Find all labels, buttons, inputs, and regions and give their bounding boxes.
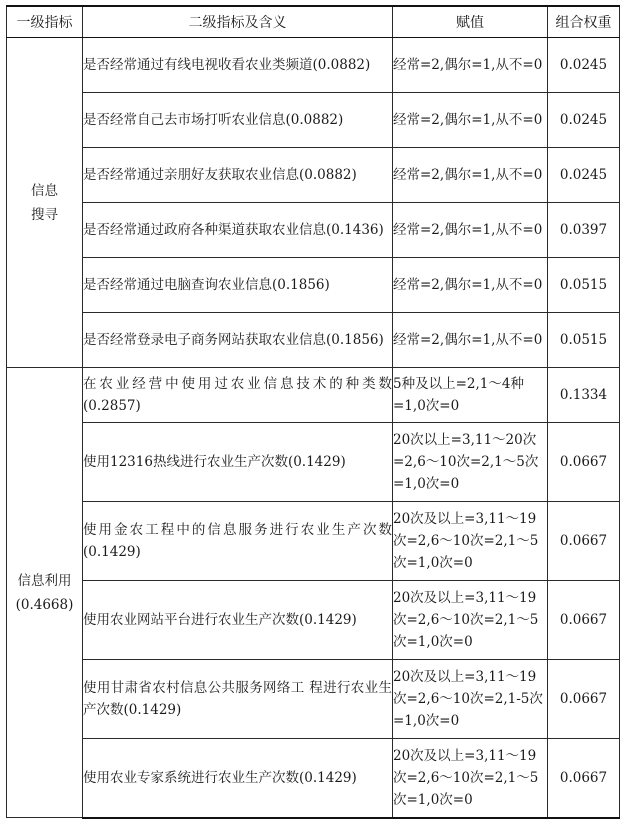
table-row [7,739,620,818]
indicator-cell: 是否经常通过政府各种渠道获取农业信息(0.1436) [83,203,393,258]
weight-cell: 0.0245 [548,93,620,148]
table-row [7,502,620,581]
weight-cell: 0.0515 [548,258,620,313]
table-header-row [7,6,620,38]
weight-cell: 0.0667 [548,739,620,818]
assignment-cell: 20次及以上=3,11～19次=2,6～10次=2,1～5次=1,0次=0 [393,739,548,818]
assignment-cell: 5种及以上=2,1～4种=1,0次=0 [393,368,548,423]
assignment-cell: 20次及以上=3,11～19次=2,6～10次=2,1～5次=1,0次=0 [393,502,548,581]
header-weight: 组合权重 [548,6,620,38]
weight-cell: 0.0667 [548,581,620,660]
level1-info-search [7,38,83,368]
weight-cell: 0.0397 [548,203,620,258]
level1-label-line1: 信息利用 [17,572,72,589]
table-row [7,368,620,423]
table-row [7,423,620,502]
assignment-cell: 经常=2,偶尔=1,从不=0 [393,148,548,203]
table-row [7,148,620,203]
weight-cell: 0.0515 [548,313,620,368]
table-row [7,660,620,739]
indicator-cell: 使用金农工程中的信息服务进行农业生产次数(0.1429) [83,502,393,581]
indicator-cell: 是否经常通过有线电视收看农业类频道(0.0882) [83,38,393,93]
assignment-cell: 经常=2,偶尔=1,从不=0 [393,258,548,313]
indicator-cell: 是否经常通过电脑查询农业信息(0.1856) [83,258,393,313]
assignment-cell: 20次及以上=3,11～19次=2,6～10次=2,1-5次=1,0次=0 [393,660,548,739]
indicator-table-container [6,5,619,819]
table-row [7,38,620,93]
indicator-cell: 使用甘肃省农村信息公共服务网络工 程进行农业生产次数(0.1429) [83,660,393,739]
table-row [7,203,620,258]
indicator-cell: 是否经常通过亲朋好友获取农业信息(0.0882) [83,148,393,203]
table-row [7,313,620,368]
weight-cell: 0.0245 [548,38,620,93]
indicator-cell: 是否经常登录电子商务网站获取农业信息(0.1856) [83,313,393,368]
header-level1: 一级指标 [7,6,83,38]
level1-label-line1: 信息 [31,182,58,199]
indicator-table [6,5,620,819]
assignment-cell: 经常=2,偶尔=1,从不=0 [393,203,548,258]
weight-cell: 0.0245 [548,148,620,203]
table-row [7,93,620,148]
assignment-cell: 20次以上=3,11～20次=2,6～10次=2,1～5次=1,0次=0 [393,423,548,502]
table-row [7,258,620,313]
indicator-cell: 使用12316热线进行农业生产次数(0.1429) [83,423,393,502]
weight-cell: 0.0667 [548,502,620,581]
assignment-cell: 20次及以上=3,11～19次=2,6～10次=2,1～5次=1,0次=0 [393,581,548,660]
weight-cell: 0.1334 [548,368,620,423]
indicator-cell: 在农业经营中使用过农业信息技术的种类数(0.2857) [83,368,393,423]
level1-info-use [7,368,83,818]
header-assignment: 赋值 [393,6,548,38]
assignment-cell: 经常=2,偶尔=1,从不=0 [393,93,548,148]
level1-label-line2: (0.4668) [15,596,74,613]
weight-cell: 0.0667 [548,660,620,739]
header-level2: 二级指标及含义 [83,6,393,38]
assignment-cell: 经常=2,偶尔=1,从不=0 [393,313,548,368]
table-row [7,581,620,660]
indicator-cell: 使用农业专家系统进行农业生产次数(0.1429) [83,739,393,818]
weight-cell: 0.0667 [548,423,620,502]
assignment-cell: 经常=2,偶尔=1,从不=0 [393,38,548,93]
indicator-cell: 使用农业网站平台进行农业生产次数(0.1429) [83,581,393,660]
level1-label-line2: 搜寻 [31,206,58,223]
indicator-cell: 是否经常自己去市场打听农业信息(0.0882) [83,93,393,148]
